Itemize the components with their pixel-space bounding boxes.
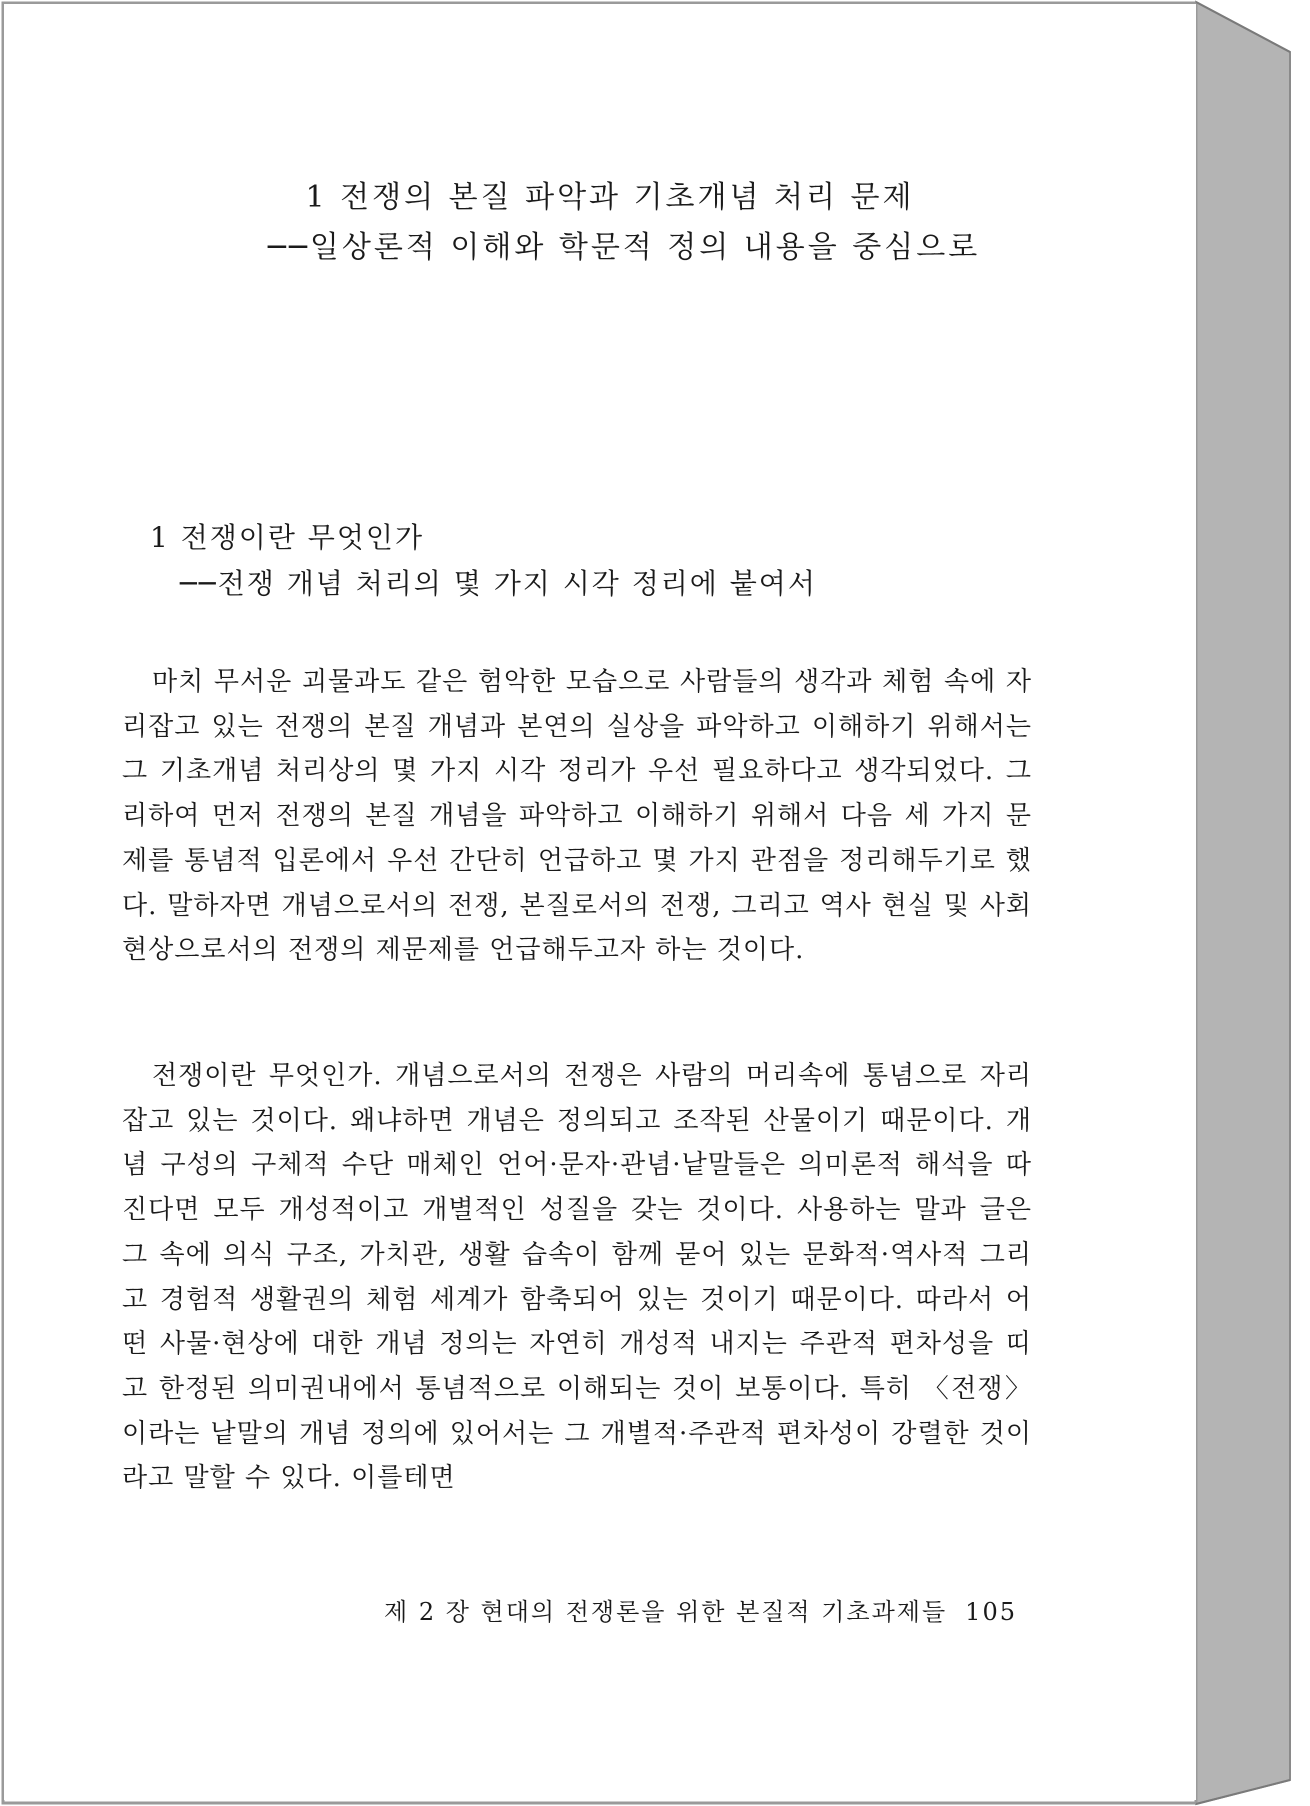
book-page <box>4 4 1196 1800</box>
section-subtitle: ──전쟁 개념 처리의 몇 가지 시각 정리에 붙여서 <box>180 567 817 600</box>
page-number: 105 <box>965 1598 1017 1626</box>
page-footer <box>384 1592 1017 1627</box>
section-title: 1 전쟁이란 무엇인가 <box>150 521 425 554</box>
body-paragraph: 마치 무서운 괴물과도 같은 험악한 모습으로 사람들의 생각과 체험 속에 자리잡고 있는 전쟁의 본질 개념과 본연의 실상을 파악하고 이해하기 위해서는 그 기초개념 처리상의 몇 가지 시각 정리가 우선 필요하다고 생각되었다. 그리하여 먼저 전쟁의 본질 개념을 파악하고 이해하기 위해서 다음 세 가지 문제를 통념적 입론에서 우선 간단히 언급하고 몇 가지 관점을 정리해두기로 했다. 말하자면 개념으로서의 전쟁, 본질로서의 전쟁, 그리고 역사 현실 및 사회 현상으로서의 전쟁의 제문제를 언급해두고자 하는 것이다. <box>122 667 1032 966</box>
running-title: 제 2 장 현대의 전쟁론을 위한 본질적 기초과제들 <box>384 1598 948 1626</box>
chapter-subtitle: ──일상론적 이해와 학문적 정의 내용을 중심으로 <box>267 230 981 265</box>
body-paragraph: 전쟁이란 무엇인가. 개념으로서의 전쟁은 사람의 머리속에 통념으로 자리잡고 있는 것이다. 왜냐하면 개념은 정의되고 조작된 산물이기 때문이다. 개념 구성의 구체적 수단 매체인 언어·문자·관념·낱말들은 의미론적 해석을 따진다면 모두 개성적이고 개별적인 성질을 갖는 것이다. 사용하는 말과 글은 그 속에 의식 구조, 가치관, 생활 습속이 함께 묻어 있는 문화적·역사적 그리고 경험적 생활권의 체험 세계가 함축되어 있는 것이기 때문이다. 따라서 어떤 사물·현상에 대한 개념 정의는 자연히 개성적 내지는 주관적 편차성을 띠고 한정된 의미권내에서 통념적으로 이해되는 것이 보통이다. 특히 〈전쟁〉이라는 낱말의 개념 정의에 있어서는 그 개별적·주관적 편차성이 강렬한 것이라고 말할 수 있다. 이를테면 <box>122 1061 1032 1494</box>
chapter-title: 1 전쟁의 본질 파악과 기초개념 처리 문제 <box>305 180 915 215</box>
